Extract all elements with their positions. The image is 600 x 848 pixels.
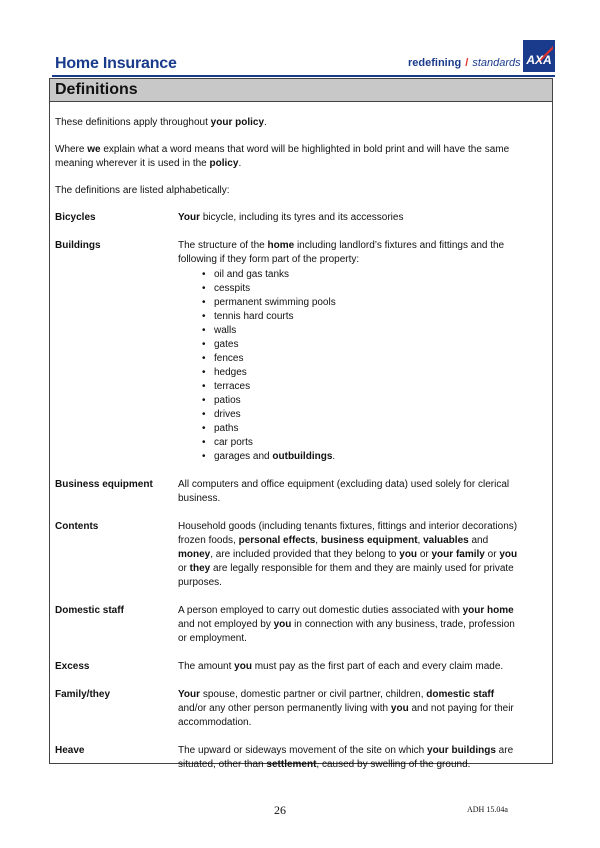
intro-paragraph-2: Where we explain what a word means that word will be highlighted in bold print and will have the same meaning wherever it is used in the policy. <box>55 144 510 169</box>
definitions-box <box>49 78 553 770</box>
definition-text: Your bicycle, including its tyres and its accessories <box>178 212 404 223</box>
buildings-list <box>178 268 523 464</box>
definition-family <box>55 688 552 730</box>
definition-text: The structure of the home including landlord’s fixtures and fittings and the following if they form part of the property: • oil and gas tanks • cesspits • permanent swimming pools • tennis hard courts • walls • gates • fences • hedges • terraces • patios • drives • paths • car ports • garages and outbuildings. <box>178 239 523 464</box>
list-item: • walls <box>214 324 523 338</box>
definition-text: All computers and office equipment (excluding data) used solely for clerical business. <box>178 479 510 504</box>
definition-term: Bicycles <box>55 212 96 223</box>
logo-text: AXA <box>526 53 552 67</box>
list-item: • permanent swimming pools <box>214 296 523 310</box>
definition-term: Heave <box>55 745 85 756</box>
axa-logo-icon <box>523 40 555 72</box>
page-number: 26 <box>274 803 286 817</box>
page-title: Home Insurance <box>55 55 177 72</box>
definition-text: Your spouse, domestic partner or civil partner, children, domestic staff and/or any other person permanently living with you and not paying for their accommodation. <box>178 689 514 728</box>
tagline-redefining: redefining <box>408 57 462 69</box>
section-title: Definitions <box>50 79 552 102</box>
list-item: • terraces <box>214 380 523 394</box>
definition-buildings <box>55 239 552 464</box>
list-item: • hedges <box>214 366 523 380</box>
definition-text: A person employed to carry out domestic duties associated with your home and not employed by you in connection with any business, trade, profession or employment. <box>178 605 515 644</box>
definition-domestic-staff <box>55 604 552 646</box>
definition-text: The amount you must pay as the first part of each and every claim made. <box>178 661 504 672</box>
definition-text: The upward or sideways movement of the site on which your buildings are situated, other than settlement, caused by swelling of the ground. <box>178 745 514 770</box>
list-item: • patios <box>214 394 523 408</box>
definition-contents <box>55 520 552 590</box>
brand-tagline <box>408 57 521 69</box>
definitions-content <box>50 102 552 772</box>
list-item: • tennis hard courts <box>214 310 523 324</box>
definition-term: Domestic staff <box>55 605 124 616</box>
intro-paragraph-1: These definitions apply throughout your policy. <box>55 117 267 128</box>
list-item: • car ports <box>214 436 523 450</box>
document-reference: ADH 15.04a <box>467 805 508 814</box>
list-item: • oil and gas tanks <box>214 268 523 282</box>
definition-term: Family/they <box>55 689 111 700</box>
header-rule <box>52 75 555 77</box>
definition-term: Excess <box>55 661 90 672</box>
definition-heave <box>55 744 552 772</box>
list-item: • drives <box>214 408 523 422</box>
list-item: • paths <box>214 422 523 436</box>
definition-term: Business equipment <box>55 479 153 490</box>
tagline-slash: / <box>465 57 469 69</box>
definition-term: Contents <box>55 521 99 532</box>
page-header <box>52 40 555 76</box>
list-item: • garages and outbuildings. <box>214 450 523 464</box>
tagline-standards: standards <box>472 57 521 69</box>
definition-excess <box>55 660 552 674</box>
definition-bicycles <box>55 211 552 225</box>
intro-paragraph-3: The definitions are listed alphabetically: <box>55 185 230 196</box>
list-item: • fences <box>214 352 523 366</box>
list-item: • cesspits <box>214 282 523 296</box>
definition-term: Buildings <box>55 240 101 251</box>
definition-business-equipment <box>55 478 552 506</box>
list-item: • gates <box>214 338 523 352</box>
definition-text: Household goods (including tenants fixtures, fittings and interior decorations) frozen foods, personal effects, business equipment, valuables and money, are included provided that they belong to you or your family or you or they are legally responsible for them and they are mainly used for private purposes. <box>178 521 518 588</box>
